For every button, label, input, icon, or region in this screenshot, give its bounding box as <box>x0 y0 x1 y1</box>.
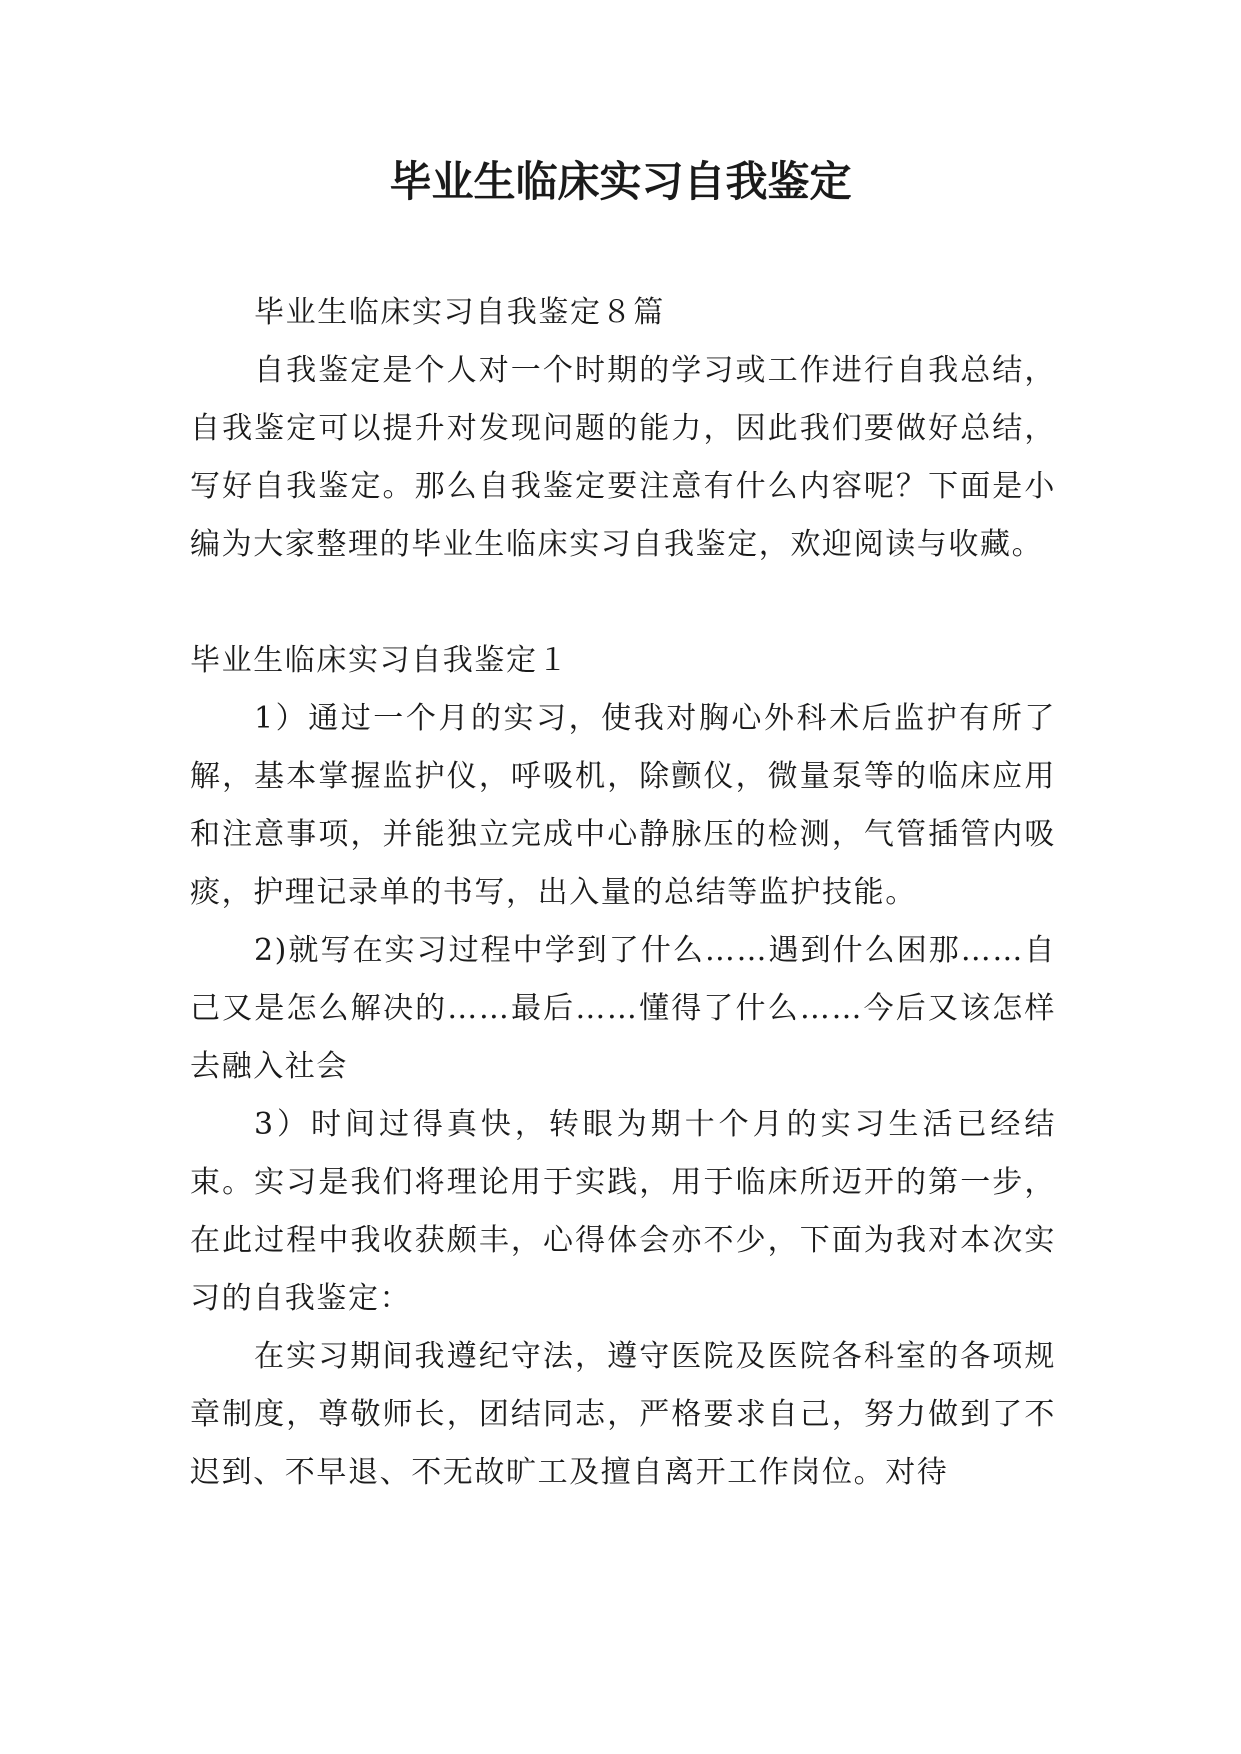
intro-paragraph: 自我鉴定是个人对一个时期的学习或工作进行自我总结，自我鉴定可以提升对发现问题的能力，因此我们要做好总结，写好自我鉴定。那么自我鉴定要注意有什么内容呢？下面是小编为大家整理的毕业生临床实习自我鉴定，欢迎阅读与收藏。 <box>190 353 1056 562</box>
body-paragraph-2: 2)就写在实习过程中学到了什么……遇到什么困那……自己又是怎么解决的……最后……懂得了什么……今后又该怎样去融入社会 <box>190 933 1056 1084</box>
section-heading: 毕业生临床实习自我鉴定１ <box>190 643 570 678</box>
body-paragraph-3: 3）时间过得真快，转眼为期十个月的实习生活已经结束。实习是我们将理论用于实践，用于临床所迈开的第一步，在此过程中我收获颇丰，心得体会亦不少，下面为我对本次实习的自我鉴定： <box>190 1107 1056 1316</box>
body-paragraph-1: 1）通过一个月的实习，使我对胸心外科术后监护有所了解，基本掌握监护仪，呼吸机，除颤仪，微量泵等的临床应用和注意事项，并能独立完成中心静脉压的检测，气管插管内吸痰，护理记录单的书写，出入量的总结等监护技能。 <box>190 701 1056 910</box>
document-title: 毕业生临床实习自我鉴定 <box>389 157 852 206</box>
document-subtitle: 毕业生临床实习自我鉴定８篇 <box>254 295 665 330</box>
body-paragraph-4: 在实习期间我遵纪守法，遵守医院及医院各科室的各项规章制度，尊敬师长，团结同志，严格要求自己，努力做到了不迟到、不早退、不无故旷工及擅自离开工作岗位。对待 <box>190 1339 1056 1490</box>
document-body <box>190 284 1056 1502</box>
